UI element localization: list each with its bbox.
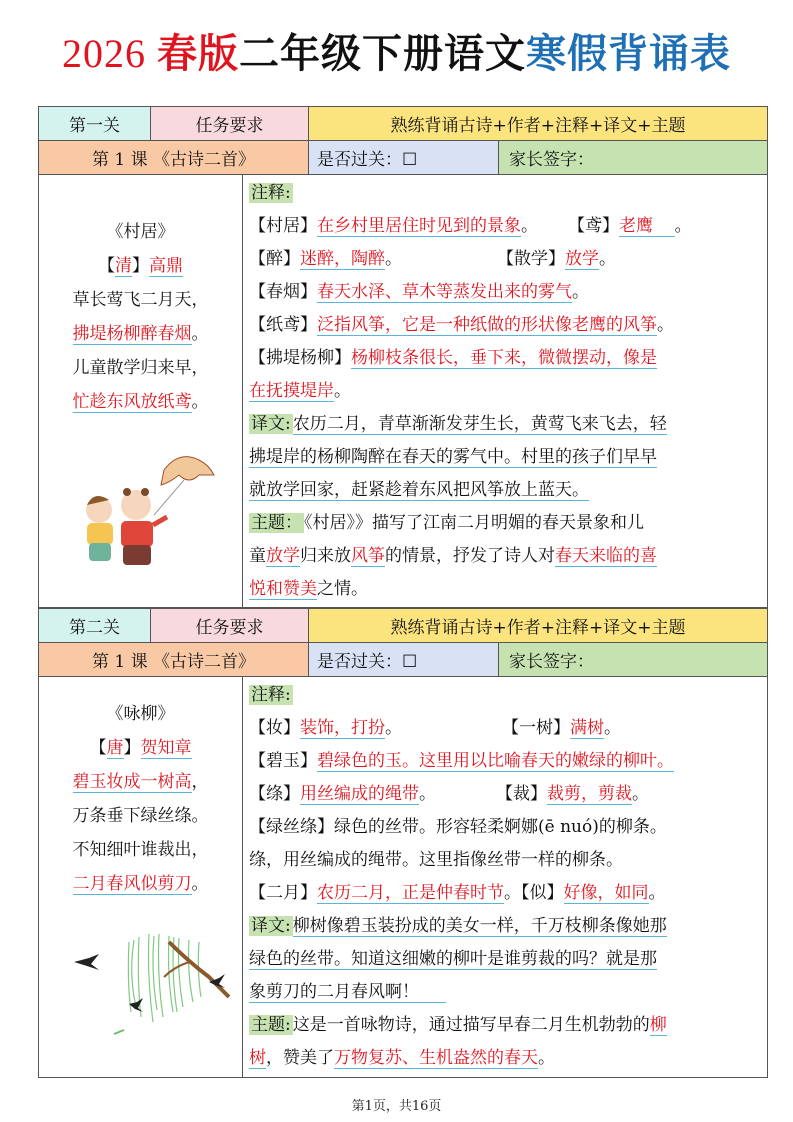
poem-author: 【唐】贺知章 bbox=[89, 738, 192, 758]
section-1 bbox=[38, 106, 768, 608]
poem-panel bbox=[39, 175, 243, 607]
poem-line: 不知细叶谁裁出， bbox=[72, 840, 209, 860]
poem-line: 草长莺飞二月天， bbox=[72, 290, 209, 310]
section-2 bbox=[38, 608, 768, 1078]
note-item: 【纸鸢】泛指风筝，它是一种纸做的形状像老鹰的风筝。 bbox=[249, 315, 674, 335]
poem-line: 二月春风似剪刀。 bbox=[72, 874, 209, 894]
note-item: 【妆】装饰，打扮。 【一树】满树。 bbox=[249, 718, 621, 738]
note-item: 【春烟】春天水泽、草木等蒸发出来的雾气。 bbox=[249, 282, 589, 302]
requirement-text: 熟练背诵古诗+作者+注释+译文+主题 bbox=[309, 107, 767, 140]
note-item: 【碧玉】碧绿色的玉。这里用以比喻春天的嫩绿的柳叶。 bbox=[249, 751, 674, 771]
section-header bbox=[38, 106, 768, 140]
willow-swallows-illustration bbox=[69, 922, 239, 1042]
poem-title: 《咏柳》 bbox=[106, 704, 175, 724]
lesson-header bbox=[38, 642, 768, 676]
page-number: 第1页，共16页 bbox=[351, 1099, 442, 1114]
note-item: 【绦】用丝编成的绳带。 【裁】裁剪，剪裁。 bbox=[249, 784, 649, 804]
level-label: 第二关 bbox=[39, 609, 151, 642]
note-item: 【绿丝绦】绿色的丝带。形容轻柔婀娜(ē nuó)的柳条。 bbox=[249, 817, 667, 837]
translation: 译文: 农历二月，青草渐渐发芽生长，黄莺飞来飞去，轻 bbox=[251, 414, 667, 434]
poem-panel bbox=[39, 677, 243, 1077]
section-header bbox=[38, 608, 768, 642]
notes-panel: 注释: 【妆】装饰，打扮。 【一树】满树。 【碧玉】碧绿色的玉。这里用以比喻春天的嫩绿的柳叶。 【绦】用丝编成的绳带。 【裁】裁剪，剪裁。 【绿丝绦】绿色的丝带。形容轻柔婀娜(ē nuó)的柳条。 绦，用丝编成的绳带。这里指像丝带一样的柳条。 【二月】农历二月，正是仲春时节。【似】好像，如同。 译文: 柳树像碧玉装扮成的美女一样，千万枝柳条像她那 绿色的丝带。知道这细嫩的柳叶是谁剪裁的吗？就是那 象剪刀的二月春风啊！ 主题: 这是一首咏物诗，通过描写早春二月生机勃勃的柳 树，赞美了万物复苏、生机盎然的春天。 bbox=[243, 677, 767, 1077]
note-item: 【醉】迷醉，陶醉。 【散学】放学。 bbox=[249, 249, 616, 269]
level-label: 第一关 bbox=[39, 107, 151, 140]
poem-line: 万条垂下绿丝绦。 bbox=[72, 806, 209, 826]
poem-title: 《村居》 bbox=[106, 222, 175, 242]
lesson-title: 第 1 课 《古诗二首》 bbox=[39, 643, 309, 676]
requirement-text: 熟练背诵古诗+作者+注释+译文+主题 bbox=[309, 609, 767, 642]
poem-author: 【清】高鼎 bbox=[98, 256, 183, 276]
section-body bbox=[38, 676, 768, 1078]
notes-label: 注释: bbox=[251, 183, 291, 203]
note-item: 【拂堤杨柳】杨柳枝条很长，垂下来，微微摆动，像是 bbox=[249, 348, 657, 368]
parent-signature-field[interactable]: 家长签字： bbox=[499, 643, 767, 676]
kids-flying-kite-illustration bbox=[59, 445, 229, 575]
translation: 译文: 柳树像碧玉装扮成的美女一样，千万枝柳条像她那 bbox=[251, 916, 667, 936]
note-item: 【村居】在乡村里居住时见到的景象。 【鸢】老鹰 。 bbox=[249, 216, 692, 236]
theme: 主题： 《村居》》描写了江南二月明媚的春天景象和儿 bbox=[251, 513, 644, 533]
poem-line: 忙趁东风放纸鸢。 bbox=[72, 392, 209, 412]
notes-panel: 注释: 【村居】在乡村里居住时见到的景象。 【鸢】老鹰 。 【醉】迷醉，陶醉。 【散学】放学。 【春烟】春天水泽、草木等蒸发出来的雾气。 【纸鸢】泛指风筝，它是一种纸做的形状像老鹰的风筝。 【拂堤杨柳】杨柳枝条很长，垂下来，微微摆动，像是 在抚摸堤岸。 译文: 农历二月，青草渐渐发芽生长，黄莺飞来飞去，轻 拂堤岸的杨柳陶醉在春天的雾气中。村里的孩子们早早 就放学回家，赶紧趁着东风把风筝放上蓝天。 主题： 《村居》》描写了江南二月明媚的春天景象和儿 童放学归来放风筝的情景，抒发了诗人对春天来临的喜 悦和赞美之情。 bbox=[243, 175, 767, 607]
task-label: 任务要求 bbox=[151, 609, 309, 642]
section-body bbox=[38, 174, 768, 608]
poem-line: 碧玉妆成一树高， bbox=[72, 772, 209, 792]
note-item: 【二月】农历二月，正是仲春时节。【似】好像，如同。 bbox=[249, 883, 666, 903]
poem-line: 拂堤杨柳醉春烟。 bbox=[72, 324, 209, 344]
pass-checkbox[interactable]: 是否过关：☐ bbox=[309, 643, 499, 676]
parent-signature-field[interactable]: 家长签字： bbox=[499, 141, 767, 174]
lesson-title: 第 1 课 《古诗二首》 bbox=[39, 141, 309, 174]
task-label: 任务要求 bbox=[151, 107, 309, 140]
theme: 主题: 这是一首咏物诗，通过描写早春二月生机勃勃的柳 bbox=[251, 1015, 667, 1035]
page-title: 2026 春版二年级下册语文寒假背诵表 bbox=[62, 30, 731, 77]
poem-line: 儿童散学归来早， bbox=[72, 358, 209, 378]
pass-checkbox[interactable]: 是否过关：☐ bbox=[309, 141, 499, 174]
notes-label: 注释: bbox=[251, 685, 291, 705]
lesson-header bbox=[38, 140, 768, 174]
